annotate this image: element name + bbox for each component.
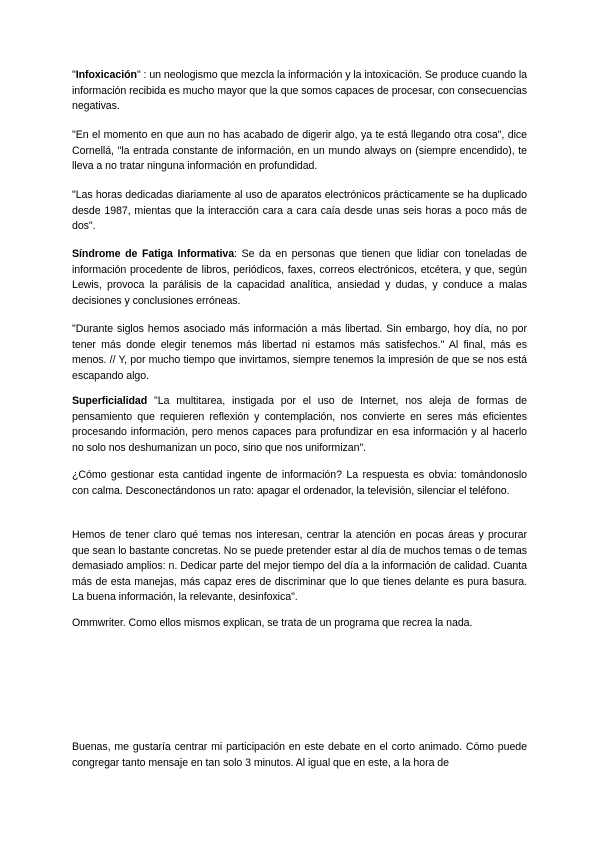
paragraph-infoxicacion bbox=[72, 68, 527, 115]
paragraph-gestionar: ¿Cómo gestionar esta cantidad ingente de información? La respuesta es obvia: tomándonoslo con calma. Desconectándonos un rato: apagar el ordenador, la televisión, silenciar el teléfono. bbox=[72, 469, 527, 497]
paragraph-superficialidad bbox=[72, 394, 527, 456]
paragraph-text: " : un neologismo que mezcla la información y la intoxicación. Se produce cuando la información recibida es mucho mayor que la que somos capaces de procesar, con consecuencias negativas. bbox=[72, 69, 527, 112]
paragraph-buenas: Buenas, me gustaría centrar mi participación en este debate en el corto animado. Cómo puede congregar tanto mensaje en tan solo 3 minutos. Al igual que en este, a la hora de bbox=[72, 741, 527, 769]
term-sindrome-fatiga: Síndrome de Fatiga Informativa bbox=[72, 248, 235, 260]
paragraph-horas-quote: "Las horas dedicadas diariamente al uso de aparatos electrónicos prácticamente se ha duplicado desde 1987, mientas que la interacción cara a cara caía desde unas seis horas a poco más de dos". bbox=[72, 189, 527, 232]
paragraph-text: : Se da en personas que tienen que lidiar con toneladas de información procedente de libros, periódicos, faxes, correos electrónicos, etcétera, y que, según Lewis, provoca la parálisis de la capacidad analítica, ansiedad y dudas, y conduce a malas decisiones y conclusiones erróneas. bbox=[72, 248, 527, 307]
paragraph-temas: Hemos de tener claro qué temas nos interesan, centrar la atención en pocas áreas y procurar que sean lo bastante concretas. No se puede pretender estar al día de muchos temas o de temas demasiado amplios: n. Dedicar parte del mejor tiempo del día a la información de calidad. Cuanta más de esta manejas, más capaz eres de discriminar que lo que tienes delante es pura basura. La buena información, la relevante, desinfoxica". bbox=[72, 529, 527, 603]
term-infoxicacion: Infoxicación bbox=[75, 69, 137, 81]
paragraph-ommwriter: Ommwriter. Como ellos mismos explican, se trata de un programa que recrea la nada. bbox=[72, 617, 473, 629]
paragraph-cornella-quote: "En el momento en que aun no has acabado de digerir algo, ya te está llegando otra cosa", dice Cornellá, "la entrada constante de información, en un mundo always on (siempre encendido), te lleva a no tratar ninguna información en profundidad. bbox=[72, 129, 527, 172]
paragraph-text: "La multitarea, instigada por el uso de Internet, nos aleja de formas de pensamiento que requieren reflexión y contemplación, nos convierte en seres más eficientes procesando información, pero menos capaces para profundizar en esa información y al hacerlo no solo nos deshumanizan un poco, sino que nos uniformizan". bbox=[72, 395, 527, 454]
paragraph-sindrome bbox=[72, 247, 527, 309]
quote-mark: " bbox=[72, 69, 76, 81]
term-superficialidad: Superficialidad bbox=[72, 395, 148, 407]
paragraph-libertad-quote: "Durante siglos hemos asociado más información a más libertad. Sin embargo, hoy día, no por tener más donde elegir tenemos más libertad ni estamos más satisfechos." Al final, más es menos. // Y, por mucho tiempo que invirtamos, siempre tenemos la impresión de que se nos está escapando algo. bbox=[72, 323, 527, 382]
